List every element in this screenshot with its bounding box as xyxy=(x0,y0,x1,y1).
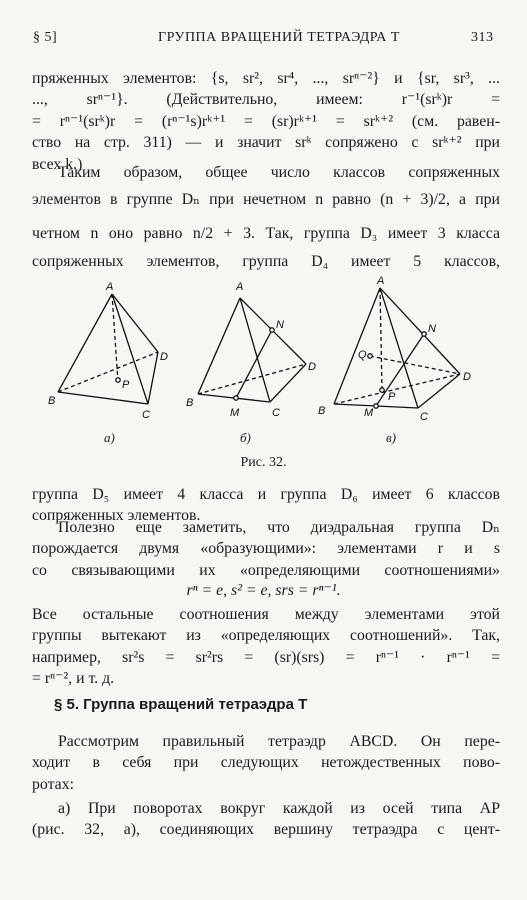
vertex-label: B xyxy=(318,405,326,417)
vertex-label: A xyxy=(377,275,385,287)
paragraph-4 xyxy=(32,517,500,581)
vertex-label: D xyxy=(160,351,168,363)
text-line: группа D₅ имеет 4 класса и группа D₆ имеет 6 классов xyxy=(32,486,500,503)
text-line: элементов в группе Dₙ при нечетном n равно (n + 3)/2, а при xyxy=(32,191,500,209)
vertex-label: D xyxy=(463,371,471,383)
figure-sublabel-b: б) xyxy=(240,430,251,445)
labels-b xyxy=(186,281,316,419)
vertex-label: C xyxy=(142,409,150,421)
vertex-label: B xyxy=(48,395,56,407)
header-title: ГРУППА ВРАЩЕНИЙ ТЕТРАЭДРА T xyxy=(158,30,400,45)
text-line: (рис. 32, а), соединяющих вершину тетраэдра с цент- xyxy=(32,821,500,839)
vertex-label: C xyxy=(272,407,280,419)
figure-sublabel-a: а) xyxy=(104,430,115,445)
section-heading: § 5. Группа вращений тетраэдра T xyxy=(54,696,308,713)
text-line: ходит в себя при следующих нетождественных пово- xyxy=(32,754,500,772)
vertex-label: A xyxy=(236,281,244,293)
paragraph-6 xyxy=(32,731,500,795)
text-line: Все остальные соотношения между элементами этой xyxy=(32,606,500,623)
figure-tetrahedra xyxy=(0,270,527,455)
tetrahedron-a xyxy=(58,294,158,404)
paragraph-7 xyxy=(32,798,500,841)
vertex-label: N xyxy=(428,323,436,335)
defining-relations-equation: rⁿ = e, s² = e, srs = rⁿ⁻¹. xyxy=(186,582,341,599)
vertex-label: P xyxy=(388,391,396,403)
page-number: 313 xyxy=(471,30,494,45)
paragraph-2 xyxy=(32,162,500,273)
figure-caption: Рис. 32. xyxy=(240,455,287,470)
text-line: пряженных элементов: {s, sr², sr⁴, ..., srⁿ⁻²} и {sr, sr³, ... xyxy=(32,70,500,87)
text-line: со связывающими их «определяющими соотношениями» xyxy=(32,561,500,579)
vertex-label: P xyxy=(122,379,130,391)
text-line: четном n оно равно n/2 + 3. Так, группа D₃ имеет 3 класса xyxy=(32,225,500,243)
text-line: Рассмотрим правильный тетраэдр ABCD. Он пере- xyxy=(58,733,500,750)
text-line: ..., srⁿ⁻¹}. (Действительно, имеем: r⁻¹(srᵏ)r = xyxy=(32,91,500,109)
vertex-label: N xyxy=(276,319,284,331)
vertex-label: Q xyxy=(358,349,367,361)
vertex-label: A xyxy=(106,281,114,293)
text-line: Таким образом, общее число классов сопряженных xyxy=(58,164,500,181)
text-line: = rⁿ⁻², и т. д. xyxy=(32,670,115,688)
vertex-label: D xyxy=(308,361,316,373)
vertex-label: C xyxy=(420,411,428,423)
header-section: § 5] xyxy=(33,30,58,45)
text-line: сопряженных элементов. xyxy=(32,507,201,525)
tetrahedron-c xyxy=(334,288,460,408)
tetrahedron-b xyxy=(198,298,306,402)
paragraph-5 xyxy=(32,604,500,690)
text-line: например, sr²s = sr²rs = (sr)(srs) = rⁿ⁻¹ · rⁿ⁻¹ = xyxy=(32,648,500,666)
text-line: ротах: xyxy=(32,775,74,793)
figure-sublabel-c: в) xyxy=(386,430,396,445)
text-line: группы вытекают из «определяющих соотношений». Так, xyxy=(32,627,500,645)
text-line: порождается двумя «образующими»: элементами r и s xyxy=(32,540,500,558)
text-line: ство на стр. 311) — и значит srᵏ сопряжено с srᵏ⁺² при xyxy=(32,134,500,152)
text-line: всех k.) xyxy=(32,155,83,173)
vertex-label: M xyxy=(230,407,240,419)
text-line: сопряженных элементов, группа D₄ имеет 5 классов, xyxy=(32,253,500,271)
text-line: Полезно еще заметить, что диэдральная группа Dₙ xyxy=(58,519,500,536)
text-line: = rⁿ⁻¹(srᵏ)r = (rⁿ⁻¹s)rᵏ⁺¹ = (sr)rᵏ⁺¹ = srᵏ⁺² (см. равен- xyxy=(32,112,500,130)
labels-c xyxy=(318,275,471,423)
vertex-label: B xyxy=(186,397,194,409)
text-line: а) При поворотах вокруг каждой из осей типа AP xyxy=(58,800,500,817)
paragraph-1 xyxy=(32,68,500,175)
vertex-label: M xyxy=(364,407,374,419)
